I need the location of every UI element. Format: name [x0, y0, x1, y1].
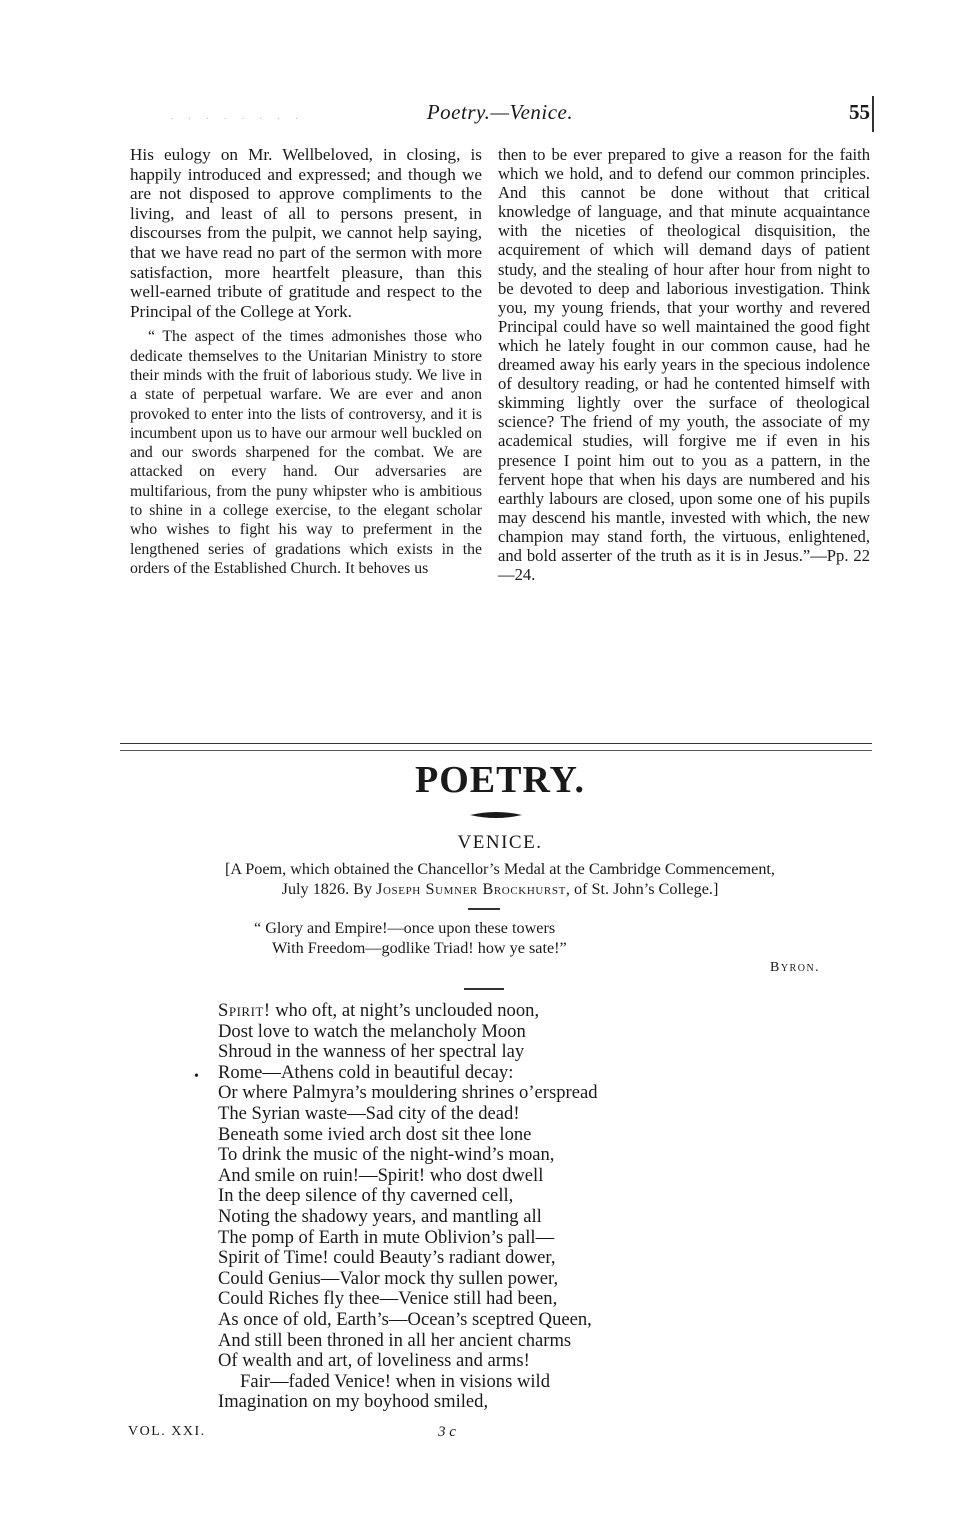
- poem-line: Dost love to watch the melancholy Moon: [218, 1020, 526, 1042]
- poem-line: Rome—Athens cold in beautiful decay:: [218, 1061, 514, 1083]
- running-head-title: Poetry.—Venice.: [426, 100, 574, 124]
- poem-body: [218, 1001, 778, 1413]
- page-footer: [128, 1424, 488, 1444]
- section-divider: [120, 743, 872, 751]
- quoted-paragraph-continued: then to be ever prepared to give a reason for the faith which we hold, and to defend our common principles. And this cannot be done without that critical knowledge of language, and that minute acquaintance with the niceties of theological disquisition, the acquirement of which will demand days of patient study, and the stealing of hour after hour from night to be devoted to deep and laborious investigation. Think you, my young friends, that your worthy and revered Principal could have so well maintained the good fight which he lately fought in our common cause, had he dreamed away his early years in the specious indolence of desultory reading, or had he contented himself with skimming lightly over the surface of theological science? The friend of my youth, the associate of my academical studies, will forgive me if even in his presence I point him out to you as a pattern, in the fervent hope that when his days are numbered and his earthly labours are closed, upon some one of his pupils may descend his mantle, invested with which, the new champion may stand forth, the virtuous, enlightened, and bold asserter of the truth as it is in Jesus.”—Pp. 22—24.: [498, 145, 870, 585]
- left-column: [130, 145, 482, 578]
- poem-line: [218, 1001, 778, 1022]
- scan-noise: · · · · · · · ·: [170, 114, 305, 125]
- section-title: POETRY.: [414, 759, 586, 801]
- poem-line: In the deep silence of thy caverned cell,: [218, 1185, 514, 1207]
- poem-line: Spirit of Time! could Beauty’s radiant dower,: [218, 1247, 556, 1269]
- poem-line: Fair—faded Venice! when in visions wild: [240, 1370, 551, 1392]
- poem-note-college: , of St. John’s College.]: [565, 880, 719, 898]
- right-column: [498, 145, 870, 584]
- poem-line: As once of old, Earth’s—Ocean’s sceptred Queen,: [218, 1308, 592, 1330]
- poem-line: And still been throned in all her ancient charms: [218, 1329, 572, 1351]
- poem-note-line-1: [A Poem, which obtained the Chancellor’s Medal at the Cambridge Commencement,: [225, 860, 775, 878]
- poem-line: Imagination on my boyhood smiled,: [218, 1391, 489, 1413]
- epigraph-line: With Freedom—godlike Triad! how ye sate!”: [272, 939, 567, 957]
- poem-line: Of wealth and art, of loveliness and arms!: [218, 1350, 530, 1372]
- poem-line: Beneath some ivied arch dost sit thee lone: [218, 1123, 532, 1145]
- poem-note: [130, 859, 870, 899]
- poem-line: Could Riches fly thee—Venice still had been,: [218, 1288, 558, 1310]
- short-rule: [468, 908, 500, 910]
- poem-line: Could Genius—Valor mock thy sullen power,: [218, 1267, 559, 1289]
- epigraph-line: “ Glory and Empire!—once upon these towers: [254, 919, 556, 937]
- short-rule: [464, 988, 504, 990]
- poem-line: The pomp of Earth in mute Oblivion’s pall—: [218, 1226, 555, 1248]
- ornament-rule: [470, 810, 522, 820]
- poem-author: Joseph Sumner Brockhurst: [376, 880, 566, 898]
- poem-line: Noting the shadowy years, and mantling all: [218, 1205, 542, 1227]
- poem-line: To drink the music of the night-wind’s moan,: [218, 1144, 555, 1166]
- poem-note-line-2: [130, 879, 870, 899]
- poem-title: VENICE.: [457, 832, 543, 853]
- epigraph: [254, 918, 714, 958]
- page-number: 55: [849, 100, 870, 124]
- running-head: [130, 100, 870, 134]
- volume-label: VOL. XXI.: [128, 1424, 206, 1439]
- poem-line: The Syrian waste—Sad city of the dead!: [218, 1102, 520, 1124]
- margin-mark: •: [194, 1069, 199, 1084]
- poem-line-text: who oft, at night’s unclouded noon,: [270, 1000, 540, 1021]
- margin-rule: [872, 96, 874, 132]
- poem-line: Shroud in the wanness of her spectral lay: [218, 1041, 525, 1063]
- poem-note-date: July 1826. By: [281, 880, 377, 898]
- review-paragraph: His eulogy on Mr. Wellbeloved, in closing, is happily introduced and expressed; and though we are not disposed to approve compliments to the living, and least of all to persons present, in discourses from the pulpit, we cannot help saying, that we have read no part of the sermon with more satisfaction, more heartfelt pleasure, than this well-earned tribute of gratitude and respect to the Principal of the College at York.: [130, 145, 482, 321]
- poem-line: And smile on ruin!—Spirit! who dost dwell: [218, 1164, 544, 1186]
- signature-mark: 3 c: [438, 1424, 456, 1440]
- epigraph-attribution: Byron.: [770, 960, 821, 975]
- quoted-paragraph: “ The aspect of the times admonishes those who dedicate themselves to the Unitarian Ministry to store their minds with the fruit of laborious study. We live in a state of perpetual warfare. We are ever and anon provoked to enter into the lists of controversy, and it is incumbent upon us to have our armour well buckled on and our swords sharpened for the combat. We are attacked on every hand. Our adversaries are multifarious, from the puny whipster who is ambitious to shine in a college exercise, to the elegant scholar who wishes to fight his way to preferment in the lengthened series of gradations which exists in the orders of the Established Church. It behoves us: [130, 328, 482, 577]
- poem-line: Or where Palmyra’s mouldering shrines o’erspread: [218, 1082, 598, 1104]
- poem-first-word: Spirit!: [218, 1000, 271, 1021]
